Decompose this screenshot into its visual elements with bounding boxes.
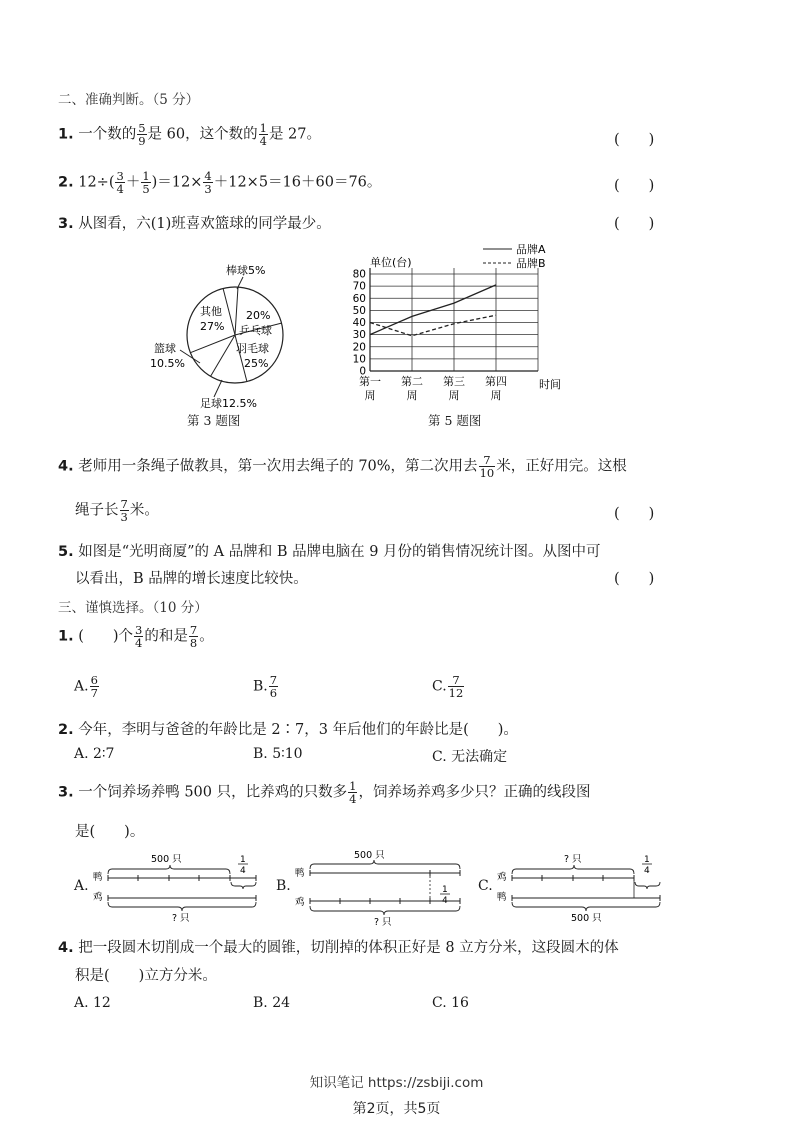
- x-tick-top-3: 第四: [485, 375, 507, 388]
- diagram-a-letter[interactable]: A.: [74, 878, 89, 894]
- diagram-a-frac-n: 1: [240, 855, 246, 865]
- line-chart-caption: 第 5 题图: [428, 413, 482, 428]
- diagram-b-frac-n: 1: [442, 885, 448, 895]
- y-tick-60: 60: [352, 292, 366, 305]
- label-basketball-pct: 10.5%: [150, 357, 185, 370]
- chart-xlabel: 时间: [539, 378, 561, 391]
- section3-title: 三、谨慎选择。（10 分）: [58, 600, 208, 616]
- diagram-b-frac-d: 4: [442, 896, 448, 906]
- label-basketball: 篮球: [154, 342, 176, 355]
- diagram-c-letter[interactable]: C.: [478, 878, 493, 894]
- y-tick-80: 80: [352, 268, 366, 281]
- choice-q2-option-b[interactable]: B. 5∶10: [253, 746, 303, 762]
- judge-q4: 4. 老师用一条绳子做教具，第一次用去绳子的 70%，第二次用去 $\frac{7}{10}$ 米，正好用完。这根: [58, 453, 627, 480]
- x-tick-bottom-0: 周: [364, 389, 376, 402]
- fraction: $\frac{7}{10}$: [479, 453, 495, 480]
- section2-title: 二、准确判断。（5 分）: [58, 92, 200, 108]
- judge-q4-line2: 绳子长 $\frac{7}{3}$ 米。: [75, 497, 159, 524]
- q-text: 是 60，这个数的: [147, 126, 258, 143]
- judge-q3: [58, 212, 331, 233]
- q-text: 一个数的: [78, 126, 137, 143]
- q-number: 5.: [58, 544, 74, 560]
- pie-caption: 第 3 题图: [187, 413, 241, 428]
- diagram-c-top-label: ? 只: [564, 854, 582, 865]
- q-number: 4.: [58, 940, 74, 956]
- football-leader: [214, 380, 222, 397]
- series-line-0: [370, 285, 496, 335]
- diagram-c-frac-n: 1: [644, 855, 650, 865]
- choice-q4-option-a[interactable]: A. 12: [74, 995, 111, 1011]
- answer-paren-2[interactable]: ( ): [614, 178, 655, 194]
- choice-q1-option-b[interactable]: B. $\frac{7}{6}$: [253, 673, 278, 700]
- diagram-b-top-label: 500 只: [354, 850, 385, 861]
- choice-q4: [58, 936, 619, 957]
- diagram-c-frac-d: 4: [644, 866, 650, 876]
- judge-q5: [58, 540, 601, 561]
- choice-q4-line2: 积是( )立方分米。: [75, 968, 217, 984]
- choice-q4-option-b[interactable]: B. 24: [253, 995, 291, 1011]
- y-tick-40: 40: [352, 317, 366, 329]
- pie-chart: [140, 260, 320, 410]
- chart-ylabel: 单位(台): [370, 256, 412, 269]
- choice-q1-option-c[interactable]: C. $\frac{7}{12}$: [432, 673, 464, 700]
- q-text: 如图是“光明商厦”的 A 品牌和 B 品牌电脑在 9 月份的销售情况统计图。从图中可: [78, 544, 601, 560]
- answer-paren-5[interactable]: ( ): [614, 571, 655, 587]
- fraction: $\frac{3}{4}$: [116, 169, 124, 196]
- label-pingpong: 乒乓球: [239, 324, 272, 337]
- fraction: $\frac{7}{8}$: [189, 623, 198, 650]
- answer-paren-3[interactable]: ( ): [614, 216, 655, 232]
- q-number: 1.: [58, 628, 74, 645]
- choice-q2-option-a[interactable]: A. 2∶7: [74, 746, 115, 762]
- x-tick-top-1: 第二: [401, 375, 423, 388]
- fraction: $\frac{1}{5}$: [142, 169, 150, 196]
- y-tick-labels: [353, 269, 366, 378]
- chart-legend: [483, 242, 546, 270]
- diagram-a-row2: 鸡: [93, 892, 103, 903]
- diagram-a-frac-d: 4: [240, 866, 246, 876]
- x-tick-bottom-2: 周: [448, 389, 460, 402]
- q-number: 2.: [58, 722, 74, 738]
- answer-paren-4[interactable]: ( ): [614, 506, 655, 522]
- choice-q1-option-a[interactable]: A. $\frac{6}{7}$: [74, 673, 98, 700]
- diagram-c-row1: 鸡: [497, 872, 507, 883]
- choice-q2: [58, 718, 518, 739]
- fraction: $\frac{7}{3}$: [120, 497, 128, 524]
- x-tick-top-2: 第三: [443, 375, 465, 388]
- diagram-b-row2: 鸡: [295, 897, 305, 908]
- y-tick-10: 10: [352, 353, 366, 366]
- q-number: 2.: [58, 174, 74, 191]
- fraction: $\frac{1}{4}$: [259, 121, 267, 148]
- diagram-b-row1: 鸭: [295, 868, 305, 879]
- q-number: 3.: [58, 216, 74, 232]
- series-line-1: [370, 315, 496, 336]
- q-text: 是 27。: [268, 126, 321, 143]
- answer-paren-1[interactable]: ( ): [614, 132, 655, 148]
- x-tick-bottom-1: 周: [406, 389, 418, 402]
- judge-q1: [58, 122, 321, 147]
- q-text: 从图看，六(1)班喜欢篮球的同学最少。: [78, 216, 331, 232]
- label-football: 足球12.5%: [200, 397, 257, 410]
- diagram-b-bottom-label: ? 只: [374, 917, 392, 928]
- choice-q3: 3. 一个饲养场养鸭 500 只，比养鸡的只数多 $\frac{1}{4}$ ，饲养场养鸡多少只？正确的线段图: [58, 779, 591, 806]
- diagram-c[interactable]: [494, 848, 669, 923]
- diagram-b[interactable]: [292, 845, 472, 930]
- q-text: 今年，李明与爸爸的年龄比是 2∶7，3 年后他们的年龄比是( )。: [78, 722, 518, 738]
- x-tick-bottom-3: 周: [490, 389, 502, 402]
- footer-watermark: 知识笔记 https://zsbiji.com: [309, 1075, 484, 1091]
- choice-q1: 1. ( )个 $\frac{3}{4}$ 的和是 $\frac{7}{8}$ 。: [58, 623, 214, 650]
- fraction: $\frac{5}{9}$: [138, 121, 146, 148]
- y-tick-0: 0: [359, 365, 366, 378]
- label-badminton: 羽毛球: [236, 342, 269, 355]
- label-badminton-pct: 25%: [244, 357, 269, 370]
- line-chart: [340, 238, 580, 408]
- page-number: 第2页，共5页: [352, 1101, 441, 1117]
- choice-q4-option-c[interactable]: C. 16: [432, 995, 469, 1011]
- y-tick-30: 30: [352, 329, 366, 342]
- choice-q2-option-c[interactable]: C. 无法确定: [432, 749, 508, 765]
- q-number: 1.: [58, 126, 74, 143]
- diagram-a-top-brace: [108, 865, 230, 874]
- y-tick-20: 20: [352, 341, 366, 354]
- q-number: 3.: [58, 784, 74, 801]
- diagram-b-letter[interactable]: B.: [276, 878, 291, 894]
- diagram-a-row1: 鸭: [93, 872, 103, 883]
- diagram-c-row2: 鸭: [497, 892, 507, 903]
- fraction: $\frac{3}{4}$: [135, 623, 143, 650]
- y-tick-70: 70: [352, 280, 366, 293]
- q-text: 把一段圆木切削成一个最大的圆锥，切削掉的体积正好是 8 立方分米，这段圆木的体: [78, 940, 619, 956]
- x-tick-labels: [359, 375, 507, 402]
- q-number: 4.: [58, 458, 74, 475]
- fraction: $\frac{1}{4}$: [349, 779, 357, 806]
- fraction: $\frac{4}{3}$: [204, 169, 212, 196]
- y-tick-50: 50: [352, 304, 366, 317]
- label-pingpong-pct: 20%: [246, 309, 271, 322]
- label-other: 其他: [200, 305, 222, 318]
- diagram-a-top-label: 500 只: [151, 854, 182, 865]
- diagram-a-bottom-label: ? 只: [172, 913, 190, 923]
- label-baseball: 棒球5%: [226, 264, 266, 277]
- diagram-c-bottom-label: 500 只: [571, 913, 602, 923]
- legend-label-a: 品牌A: [516, 243, 546, 256]
- label-other-pct: 27%: [200, 320, 225, 333]
- diagram-a[interactable]: [90, 848, 265, 923]
- x-tick-top-0: 第一: [359, 375, 381, 388]
- chart-grid: [370, 268, 538, 371]
- judge-q5-line2: 以看出，B 品牌的增长速度比较快。: [75, 571, 308, 587]
- choice-q3-line2: 是( )。: [75, 824, 145, 840]
- judge-q2: 2. 12÷( $\frac{3}{4}$ ＋ $\frac{1}{5}$ )＝12× $\frac{4}{3}$ ＋12×5＝16＋60＝76。: [58, 169, 382, 196]
- legend-label-b: 品牌B: [516, 257, 546, 270]
